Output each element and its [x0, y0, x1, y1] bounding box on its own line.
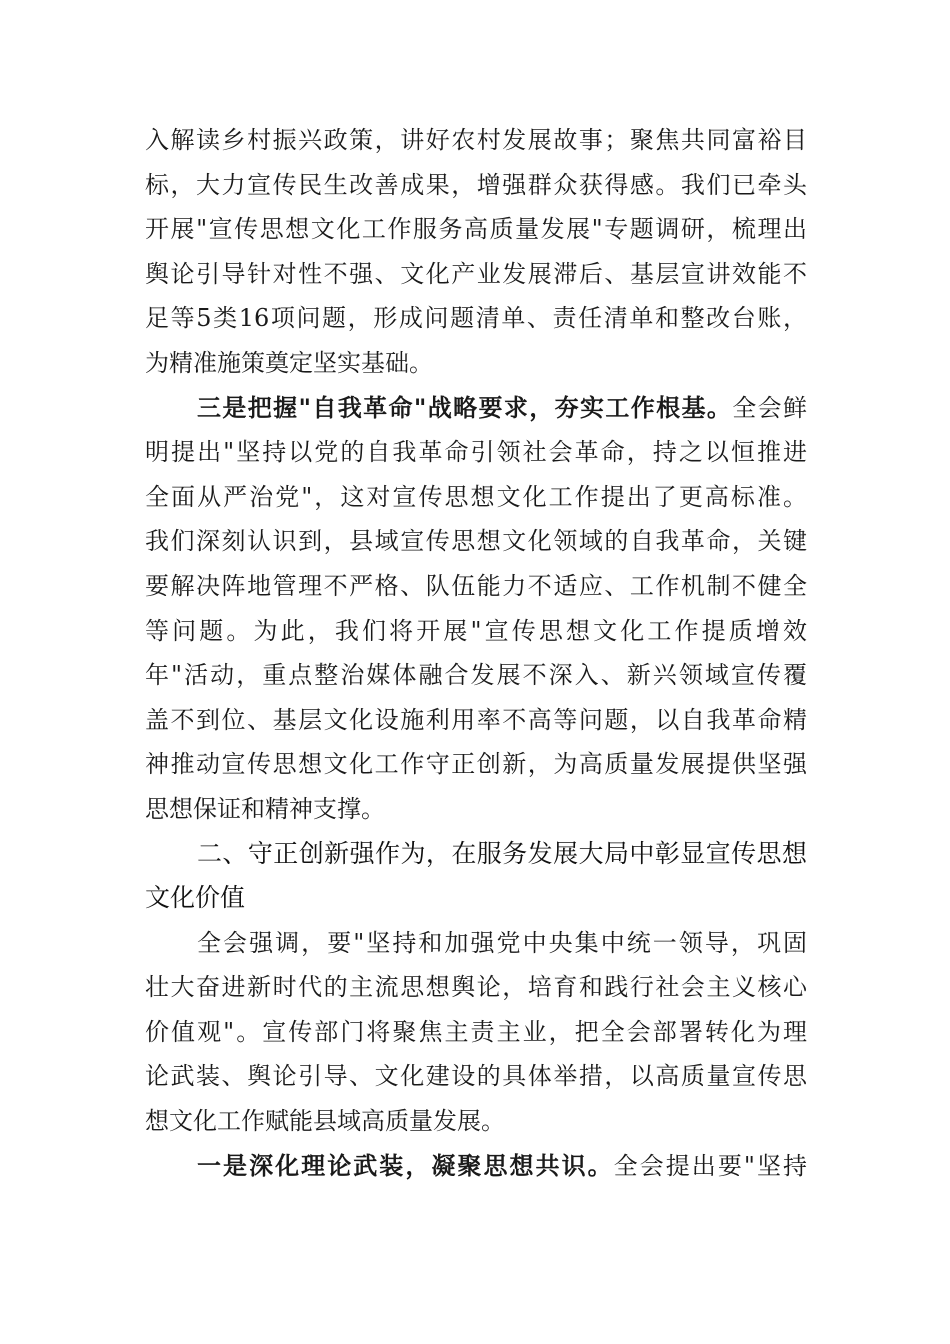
text-line: [145, 386, 807, 431]
paragraph-rural-revitalization: [145, 118, 807, 386]
text-span: 全会鲜: [732, 393, 807, 422]
text-line: 全会强调，要"坚持和加强党中央集中统一领导，巩固: [197, 928, 807, 957]
text-line: 要解决阵地管理不严格、队伍能力不适应、工作机制不健全: [145, 571, 807, 600]
heading-line: 文化价值: [145, 883, 246, 913]
text-line: 等问题。为此，我们将开展"宣传思想文化工作提质增效: [145, 616, 807, 645]
paragraph-self-revolution: [145, 386, 807, 832]
text-line: 开展"宣传思想文化工作服务高质量发展"专题调研，梳理出: [145, 215, 807, 244]
text-line: 足等5类16项问题，形成问题清单、责任清单和整改台账，: [145, 304, 807, 333]
paragraph-theoretical-armament: [145, 1144, 807, 1189]
text-line: 神推动宣传思想文化工作守正创新，为高质量发展提供坚强: [145, 750, 807, 779]
text-line: 舆论引导针对性不强、文化产业发展滞后、基层宣讲效能不: [145, 259, 807, 288]
paragraph-plenary-emphasis: [145, 921, 807, 1144]
text-span: 全会提出要"坚持: [613, 1151, 808, 1180]
text-line: 年"活动，重点整治媒体融合发展不深入、新兴领域宣传覆: [145, 661, 807, 690]
section-heading: [145, 832, 807, 921]
text-line: 为精准施策奠定坚实基础。: [145, 348, 433, 377]
text-line: 入解读乡村振兴政策，讲好农村发展故事；聚焦共同富裕目: [145, 126, 807, 154]
paragraph-lead-bold: 三是把握"自我革命"战略要求，夯实工作根基。: [197, 393, 733, 422]
text-line: 思想保证和精神支撑。: [145, 794, 385, 823]
text-line: 明提出"坚持以党的自我革命引领社会革命，持之以恒推进: [145, 438, 807, 467]
text-line: 想文化工作赋能县域高质量发展。: [145, 1107, 505, 1136]
text-line: 我们深刻认识到，县域宣传思想文化领域的自我革命，关键: [145, 527, 807, 556]
text-line: 盖不到位、基层文化设施利用率不高等问题，以自我革命精: [145, 705, 807, 734]
paragraph-lead-bold: 一是深化理论武装，凝聚思想共识。: [197, 1151, 614, 1180]
text-line: [145, 1144, 807, 1189]
text-line: 全面从严治党"，这对宣传思想文化工作提出了更高标准。: [145, 482, 807, 511]
document-page: [145, 118, 807, 1188]
text-line: 论武装、舆论引导、文化建设的具体举措，以高质量宣传思: [145, 1062, 807, 1091]
text-line: 价值观"。宣传部门将聚焦主责主业，把全会部署转化为理: [145, 1017, 807, 1046]
text-line: 标，大力宣传民生改善成果，增强群众获得感。我们已牵头: [145, 170, 807, 199]
text-line: 壮大奋进新时代的主流思想舆论，培育和践行社会主义核心: [145, 973, 807, 1002]
heading-line: 二、守正创新强作为，在服务发展大局中彰显宣传思想: [197, 838, 807, 868]
